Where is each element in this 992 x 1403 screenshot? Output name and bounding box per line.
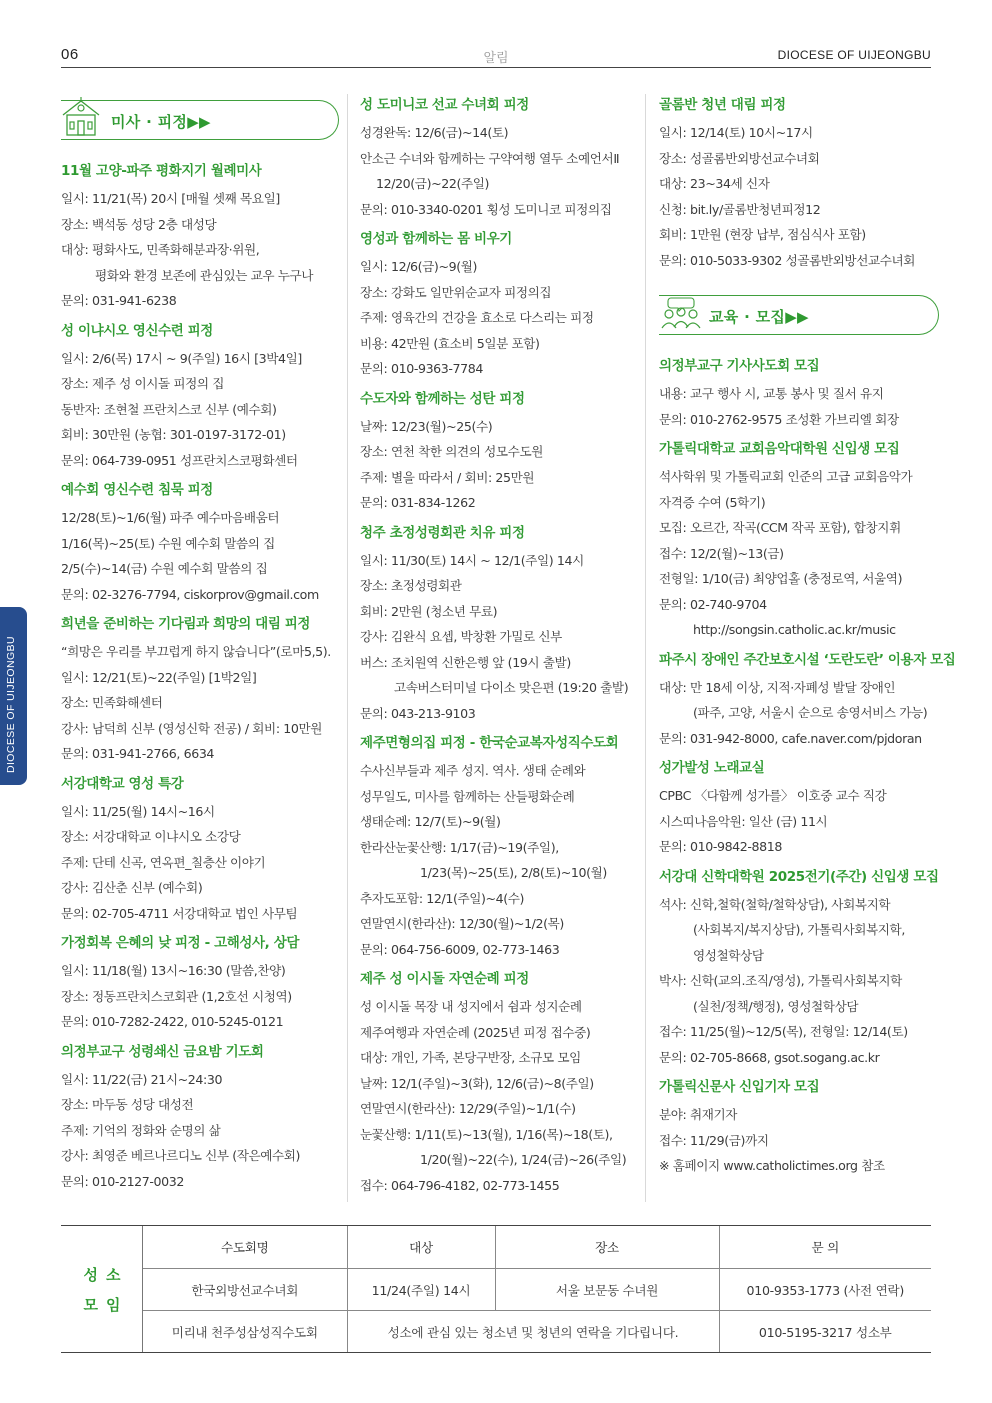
cell-message: 성소에 관심 있는 청소년 및 청년의 연락을 기다립니다.	[347, 1310, 719, 1352]
notice-line: 일시: 12/14(토) 10시~17시	[659, 125, 813, 140]
notice-item	[61, 160, 339, 314]
notice-line: 문의: 010-5033-9302 성골롬반외방선교수녀회	[659, 252, 916, 268]
notice-title: 청주 초정성령회관 치유 피정	[360, 524, 525, 541]
notice-line: 장소: 민족화해센터	[61, 695, 163, 710]
notice-line: 동반자: 조현철 프란치스코 신부 (예수회)	[61, 401, 277, 417]
notice-line: 일시: 12/6(금)~9(월)	[360, 259, 478, 274]
vocation-label-top: 성소	[83, 1266, 129, 1284]
notice-title: 서강대 신학대학원 2025전기(주간) 신입생 모집	[659, 868, 939, 885]
notice-line: 시스띠나음악원: 일산 (금) 11시	[659, 813, 828, 829]
page-header	[61, 44, 931, 68]
notice-line: 일시: 11/22(금) 21시~24:30	[61, 1071, 223, 1087]
notice-title: 수도자와 함께하는 성탄 피정	[360, 390, 525, 407]
notice-item	[360, 968, 632, 1198]
notice-line: 회비: 2만원 (청소년 무료)	[360, 603, 498, 619]
notice-line: 제주여행과 자연순례 (2025년 피정 접수중)	[360, 1024, 591, 1040]
notice-line: (사회복지/복지상담), 가톨릭사회복지학,	[693, 922, 905, 937]
notice-line: 추자도포함: 12/1(주일)~4(수)	[360, 890, 525, 906]
column-divider	[645, 94, 646, 1202]
notice-title: 가톨릭신문사 신입기자 모집	[659, 1079, 820, 1095]
notice-line: 접수: 11/29(금)까지	[659, 1132, 769, 1148]
notice-line: 문의: 010-2762-9575 조성환 가브리엘 회장	[659, 411, 899, 427]
notice-line: “희망은 우리를 부끄럽게 하지 않습니다”(로마5,5).	[61, 644, 331, 659]
notice-title: 성 도미니코 선교 수녀회 피정	[360, 97, 529, 113]
notice-line: 12/28(토)~1/6(월) 파주 예수마음배움터	[61, 510, 280, 525]
notice-line: 1/16(목)~25(토) 수원 예수회 말씀의 집	[61, 535, 275, 551]
notice-line: (파주, 고양, 서울시 순으로 송영서비스 가능)	[693, 705, 928, 720]
notice-line: 1/20(월)~22(수), 1/24(금)~26(주일)	[420, 1152, 627, 1167]
notice-title: 영성과 함께하는 몸 비우기	[360, 231, 512, 247]
notice-item	[360, 522, 632, 727]
notice-line: 평화와 환경 보존에 관심있는 교우 누구나	[95, 267, 314, 283]
notice-line: 문의: 010-9363-7784	[360, 361, 484, 376]
notice-title: 골롬반 청년 대림 피정	[659, 97, 786, 113]
notice-line: 일시: 11/21(목) 20시 [매월 셋째 목요일]	[61, 191, 280, 206]
vocation-label-bottom: 모임	[83, 1296, 129, 1314]
notice-line: 고속버스터미널 다이소 맞은편 (19:20 출발)	[394, 680, 629, 695]
notice-title: 11월 고양-파주 평화지기 월례미사	[61, 163, 262, 179]
notice-line: (실천/정책/행정), 영성철학상담	[693, 998, 859, 1014]
notice-line: 안소근 수녀와 함께하는 구약여행 열두 소예언서Ⅱ	[360, 150, 620, 166]
notice-line: 날짜: 12/1(주일)~3(화), 12/6(금)~8(주일)	[360, 1075, 594, 1091]
notice-line: 일시: 11/25(월) 14시~16시	[61, 803, 215, 819]
edu-section-title	[659, 295, 939, 335]
column-divider	[347, 94, 348, 1202]
notice-line: 문의: 010-2127-0032	[61, 1173, 185, 1189]
notice-line: 문의: 010-9842-8818	[659, 839, 783, 854]
notice-line: 일시: 11/30(토) 14시 ~ 12/1(주일) 14시	[360, 552, 584, 568]
notice-line: 비용: 42만원 (효소비 5일분 포함)	[360, 335, 540, 351]
notice-line: 2/5(수)~14(금) 수원 예수회 말씀의 집	[61, 561, 268, 576]
notice-item	[360, 388, 632, 516]
cell-order: 미리내 천주성삼성직수도회	[143, 1310, 347, 1352]
notice-line: 강사: 최영준 베르나르디노 신부 (작은예수회)	[61, 1148, 301, 1163]
header-order: 수도회명	[143, 1226, 347, 1268]
notice-line: 한라산눈꽃산행: 1/17(금)~19(주일),	[360, 839, 559, 855]
cell-contact: 010-5195-3217 성소부	[758, 1324, 892, 1340]
notice-line: 석사: 신학,철학(철학/철학상담), 사회복지학	[659, 896, 891, 912]
table-row	[143, 1310, 931, 1352]
notice-item	[61, 1041, 339, 1195]
notice-line: 접수: 11/25(월)~12/5(목), 전형일: 12/14(토)	[659, 1024, 908, 1039]
notice-title: 가톨릭대학교 교회음악대학원 신입생 모집	[659, 441, 900, 457]
header-divider	[61, 67, 931, 68]
notice-item	[659, 1076, 939, 1179]
notice-line: 장소: 강화도 일만위순교자 피정의집	[360, 284, 552, 300]
notice-line: 강사: 남덕희 신부 (영성신학 전공) / 회비: 10만원	[61, 720, 323, 736]
notice-item	[360, 94, 632, 222]
notice-line: 영성철학상담	[693, 947, 764, 963]
vocation-label	[61, 1226, 143, 1352]
notice-line: 주제: 기억의 정화와 순명의 삶	[61, 1122, 221, 1138]
notice-line: 대상: 평화사도, 민족화해분과장·위원,	[61, 242, 260, 257]
notice-item	[61, 613, 339, 767]
notice-item	[659, 438, 939, 643]
notice-title: 희년을 준비하는 기다림과 희망의 대림 피정	[61, 616, 311, 632]
mass-section-label: 미사 · 피정▶▶	[111, 113, 211, 131]
notice-line: 박사: 신학(교의.조직/영성), 가톨릭사회복지학	[659, 973, 902, 988]
cell-place: 서울 보문동 수녀원	[495, 1268, 719, 1310]
group-people-icon	[659, 290, 703, 334]
retreat-items	[360, 94, 632, 1198]
notice-line: CPBC 〈다함께 성가를〉 이호중 교수 직강	[659, 788, 887, 803]
notice-line: 문의: 02-705-4711 서강대학교 법인 사무팀	[61, 905, 298, 921]
notice-line: 석사학위 및 가톨릭교회 인준의 고급 교회음악가	[659, 469, 913, 484]
notice-line: 문의: 02-3276-7794, ciskorprov@gmail.com	[61, 586, 319, 602]
notice-item	[360, 732, 632, 962]
notice-line: 날짜: 12/23(월)~25(수)	[360, 418, 493, 434]
notice-line: 장소: 성골롬반외방선교수녀회	[659, 150, 820, 166]
notice-title: 의정부교구 성령쇄신 금요밤 기도회	[61, 1043, 264, 1060]
notice-line: 문의: 031-834-1262	[360, 495, 476, 510]
notice-title: 파주시 장애인 주간보호시설 ‘도란도란’ 이용자 모집	[659, 651, 956, 668]
notice-line: 주제: 단테 신곡, 연옥편_칠층산 이야기	[61, 854, 266, 870]
notice-line: 문의: 031-941-2766, 6634	[61, 746, 215, 761]
notice-line: 문의: 010-3340-0201 횡성 도미니코 피정의집	[360, 201, 612, 217]
vocation-table	[143, 1226, 931, 1352]
notice-line: 전형일: 1/10(금) 최양업홀 (충정로역, 서울역)	[659, 571, 903, 586]
notice-line: 일시: 11/18(월) 13시~16:30 (말씀,찬양)	[61, 963, 286, 978]
notice-line: 문의: 010-7282-2422, 010-5245-0121	[61, 1014, 284, 1029]
notice-line: 문의: 031-941-6238	[61, 293, 177, 308]
notice-line: 장소: 서강대학교 이냐시오 소강당	[61, 829, 241, 844]
mass-section-title	[61, 100, 339, 140]
notice-title: 가정회복 은혜의 낮 피정 - 고해성사, 상담	[61, 935, 299, 951]
notice-line: 강사: 김완식 요셉, 박창환 가밀로 신부	[360, 629, 562, 644]
mass-items	[61, 160, 339, 1194]
notice-line: 연말연시(한라산): 12/29(주일)~1/1(수)	[360, 1101, 576, 1116]
header-place: 장소	[495, 1226, 719, 1268]
notice-line: 장소: 초정성령회관	[360, 578, 462, 593]
column-1	[61, 94, 339, 1200]
table-row	[143, 1268, 931, 1310]
notice-line: http://songsin.catholic.ac.kr/music	[693, 622, 896, 637]
notice-line: 버스: 조치원역 신한은행 앞 (19시 출발)	[360, 654, 571, 670]
notice-title: 의정부교구 기사사도회 모집	[659, 358, 820, 374]
notice-title: 예수회 영신수련 침묵 피정	[61, 482, 213, 498]
notice-line: 강사: 김산춘 신부 (예수회)	[61, 880, 203, 895]
notice-title: 성가발성 노래교실	[659, 760, 765, 776]
notice-item	[61, 320, 339, 474]
notice-line: 장소: 연천 착한 의견의 성모수도원	[360, 444, 543, 459]
notice-title: 서강대학교 영성 특강	[61, 775, 184, 792]
column-2	[360, 94, 632, 1204]
notice-line: 모집: 오르간, 작곡(CCM 작곡 포함), 합창지휘	[659, 520, 901, 535]
notice-item	[659, 94, 939, 273]
notice-line: 장소: 마두동 성당 대성전	[61, 1097, 194, 1112]
notice-line: ※ 홈페이지 www.catholictimes.org 참조	[659, 1158, 885, 1173]
notice-line: 12/20(금)~22(주일)	[376, 176, 490, 191]
cell-target: 11/24(주일) 14시	[347, 1268, 495, 1310]
notice-item	[61, 479, 339, 607]
notice-item	[659, 866, 939, 1071]
notice-line: 주제: 별을 따라서 / 회비: 25만원	[360, 469, 535, 485]
notice-line: 성무일도, 미사를 함께하는 산들평화순례	[360, 788, 575, 804]
notice-line: 연말연시(한라산): 12/30(월)~1/2(목)	[360, 916, 564, 931]
column-3	[659, 94, 956, 1185]
notice-line: 접수: 064-796-4182, 02-773-1455	[360, 1177, 560, 1193]
notice-line: 대상: 만 18세 이상, 지적·자폐성 발달 장애인	[659, 679, 896, 695]
notice-item	[659, 757, 939, 860]
table-header-row	[143, 1226, 931, 1268]
notice-line: 일시: 12/21(토)~22(주일) [1박2일]	[61, 669, 257, 685]
diocese-name: DIOCESE OF UIJEONGBU	[777, 48, 931, 62]
section-name: 알림	[483, 51, 509, 66]
notice-line: 수사신부들과 제주 성지. 역사. 생태 순례와	[360, 763, 586, 778]
notice-line: 눈꽃산행: 1/11(토)~13(월), 1/16(목)~18(토),	[360, 1126, 613, 1142]
notice-line: 회비: 1만원 (현장 납부, 점심식사 포함)	[659, 227, 866, 242]
notice-title: 제주면형의집 피정 - 한국순교복자성직수도회	[360, 735, 619, 751]
retreat-items-extra	[659, 94, 939, 273]
notice-item	[61, 932, 339, 1035]
notice-item	[659, 649, 956, 752]
notice-item	[61, 773, 339, 927]
notice-line: 성 이시돌 목장 내 성지에서 쉼과 성지순례	[360, 999, 582, 1014]
notice-line: 대상: 23~34세 신자	[659, 176, 770, 191]
notice-line: 문의: 031-942-8000, cafe.naver.com/pjdoran	[659, 730, 922, 746]
notice-line: 생태순례: 12/7(토)~9(월)	[360, 814, 501, 829]
notice-line: 1/23(목)~25(토), 2/8(토)~10(월)	[420, 865, 607, 880]
notice-line: 장소: 제주 성 이시돌 피정의 집	[61, 376, 225, 391]
notice-line: 장소: 정동프란치스코회관 (1,2호선 시청역)	[61, 988, 292, 1004]
cell-contact: 010-9353-1773 (사전 연락)	[719, 1268, 931, 1310]
notice-line: 문의: 064-756-6009, 02-773-1463	[360, 941, 560, 957]
notice-line: 문의: 02-740-9704	[659, 596, 767, 612]
notice-line: 문의: 043-213-9103	[360, 705, 476, 721]
notice-line: 접수: 12/2(월)~13(금)	[659, 545, 784, 561]
edu-items	[659, 355, 956, 1179]
notice-line: 내용: 교구 행사 시, 교통 봉사 및 질서 유지	[659, 386, 884, 401]
edu-section-label: 교육 · 모집▶▶	[709, 308, 809, 326]
church-icon	[61, 95, 105, 139]
notice-title: 제주 성 이시돌 자연순례 피정	[360, 971, 529, 987]
cell-order: 한국외방선교수녀회	[143, 1268, 347, 1310]
notice-line: 대상: 개인, 가족, 본당구반장, 소규모 모임	[360, 1050, 581, 1065]
notice-line: 회비: 30만원 (농협: 301-0197-3172-01)	[61, 427, 286, 442]
side-tab-label: DIOCESE OF UIJEONGBU	[5, 636, 17, 773]
header-target: 대상	[347, 1226, 495, 1268]
notice-line: 문의: 064-739-0951 성프란치스코평화센터	[61, 452, 298, 468]
notice-line: 성경완독: 12/6(금)~14(토)	[360, 125, 509, 140]
notice-line: 문의: 02-705-8668, gsot.sogang.ac.kr	[659, 1049, 880, 1065]
notice-line: 주제: 영육간의 건강을 효소로 다스리는 피정	[360, 310, 594, 325]
notice-line: 신청: bit.ly/골롬반청년피정12	[659, 201, 821, 217]
notice-title: 성 이냐시오 영신수련 피정	[61, 322, 213, 339]
notice-line: 장소: 백석동 성당 2층 대성당	[61, 216, 217, 232]
notice-item	[659, 355, 939, 432]
vocation-gathering-table	[61, 1225, 931, 1353]
page-number: 06	[61, 46, 79, 63]
header-contact: 문 의	[719, 1226, 931, 1268]
notice-line: 분야: 취재기자	[659, 1107, 738, 1122]
notice-line: 자격증 수여 (5학기)	[659, 494, 766, 510]
side-tab	[0, 607, 27, 785]
notice-line: 일시: 2/6(목) 17시 ~ 9(주일) 16시 [3박4일]	[61, 350, 302, 366]
notice-item	[360, 228, 632, 382]
